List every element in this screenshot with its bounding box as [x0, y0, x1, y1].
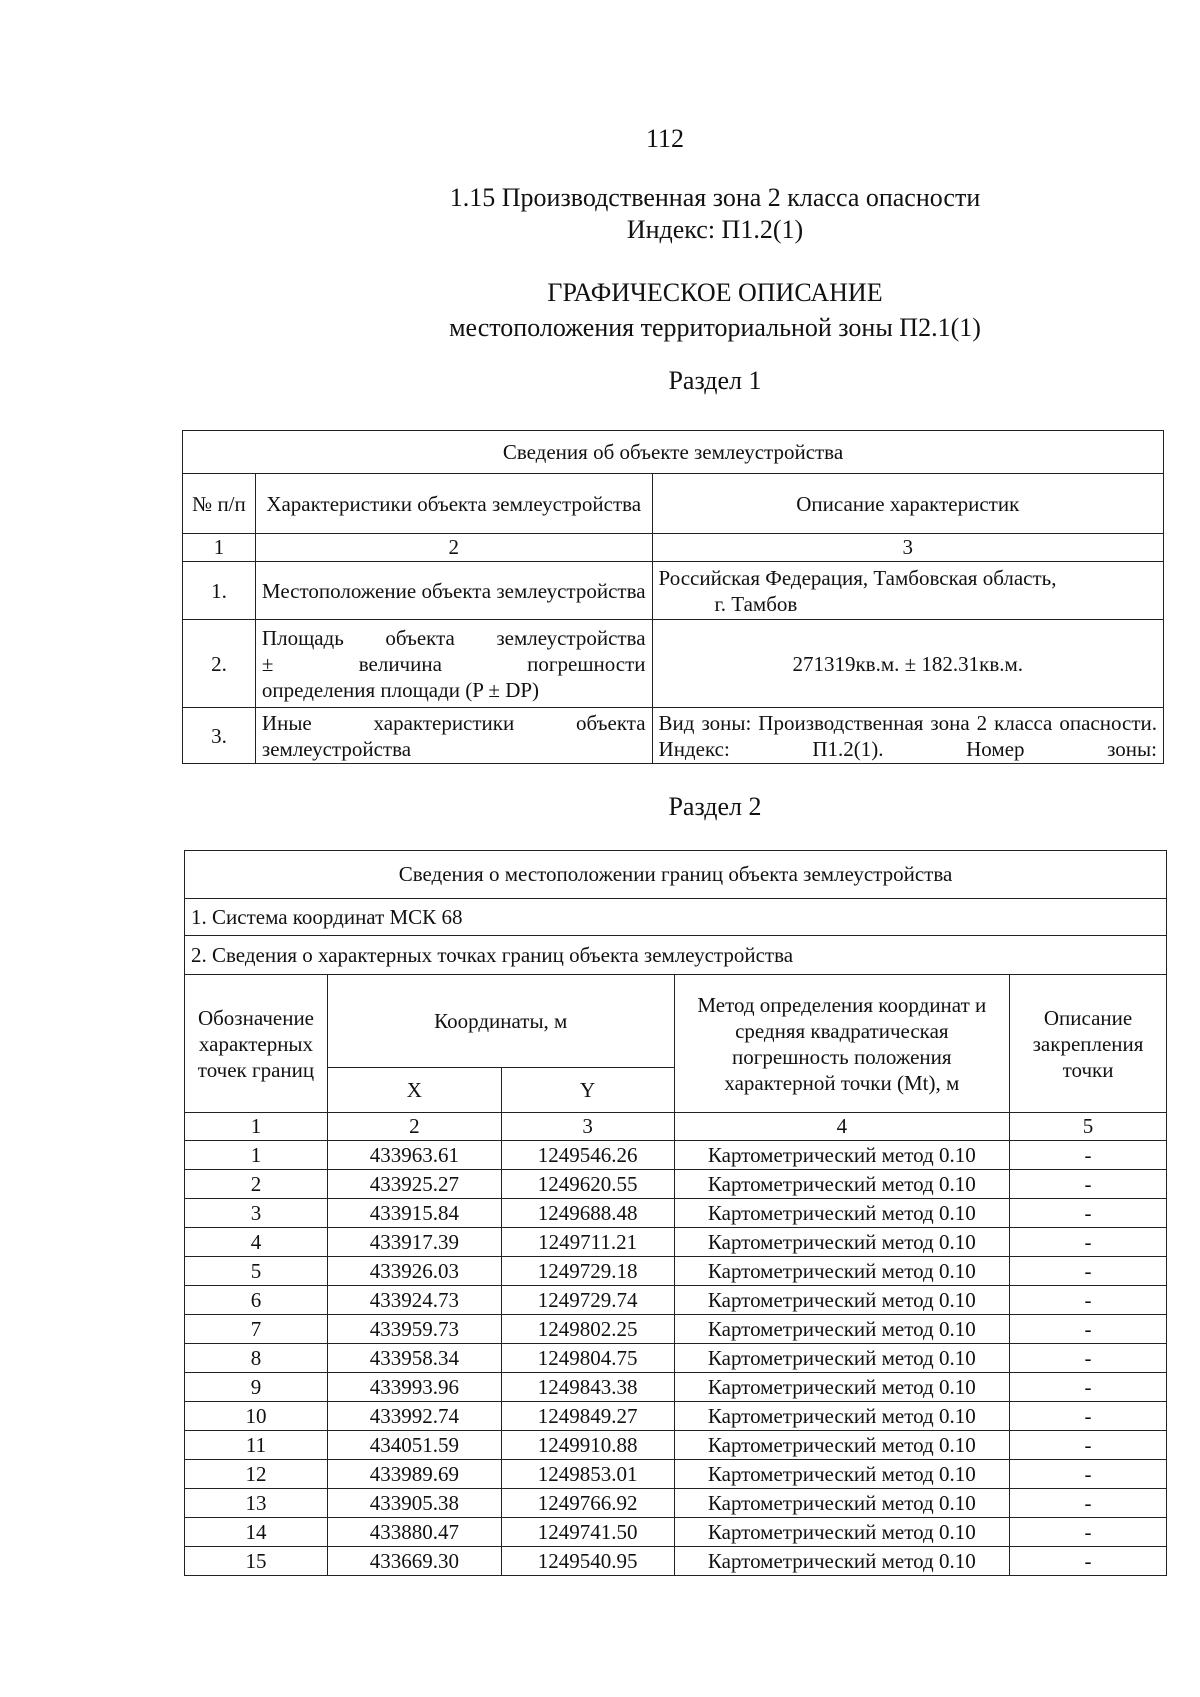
characteristic-line: Площадь объекта землеустройства [261, 625, 646, 650]
point-x: 433905.38 [327, 1489, 501, 1518]
points-body [185, 1141, 1167, 1576]
row-characteristic: Иные характеристики объекта землеустройства [255, 708, 652, 764]
header-y: Y [501, 1068, 674, 1113]
point-number: 8 [185, 1344, 328, 1373]
table-row [185, 1402, 1167, 1431]
row-description: 271319кв.м. ± 182.31кв.м. [652, 620, 1163, 708]
row-num: 1. [183, 562, 256, 620]
point-y: 1249910.88 [501, 1431, 674, 1460]
col-number: 2 [255, 534, 652, 562]
point-fixing: - [1010, 1518, 1167, 1547]
point-method: Картометрический метод 0.10 [674, 1402, 1010, 1431]
col-number: 1 [183, 534, 256, 562]
point-method: Картометрический метод 0.10 [674, 1141, 1010, 1170]
point-x: 433915.84 [327, 1199, 501, 1228]
row-description [652, 562, 1163, 620]
header-method: Метод определения координат и средняя квадратическая погрешность положения характерной точки (Mt), м [674, 975, 1010, 1113]
point-y: 1249843.38 [501, 1373, 674, 1402]
point-method: Картометрический метод 0.10 [674, 1460, 1010, 1489]
section2-title: Раздел 2 [668, 792, 762, 821]
point-y: 1249849.27 [501, 1402, 674, 1431]
point-number: 14 [185, 1518, 328, 1547]
page-number: 112 [645, 124, 685, 153]
point-y: 1249711.21 [501, 1228, 674, 1257]
point-fixing: - [1010, 1431, 1167, 1460]
point-x: 433925.27 [327, 1170, 501, 1199]
point-x: 433958.34 [327, 1344, 501, 1373]
point-y: 1249802.25 [501, 1315, 674, 1344]
point-y: 1249853.01 [501, 1460, 674, 1489]
col-number: 3 [501, 1113, 674, 1141]
zone-index: Индекс: П1.2(1) [626, 215, 804, 244]
header-fixing: Описание закрепления точки [1010, 975, 1167, 1113]
point-method: Картометрический метод 0.10 [674, 1518, 1010, 1547]
point-fixing: - [1010, 1286, 1167, 1315]
row-description: Вид зоны: Производственная зона 2 класса опасности. Индекс: П1.2(1). Номер зоны: [652, 708, 1163, 764]
point-fixing: - [1010, 1460, 1167, 1489]
point-x: 433959.73 [327, 1315, 501, 1344]
point-fixing: - [1010, 1402, 1167, 1431]
point-method: Картометрический метод 0.10 [674, 1431, 1010, 1460]
point-x: 433989.69 [327, 1460, 501, 1489]
point-fixing: - [1010, 1315, 1167, 1344]
point-y: 1249766.92 [501, 1489, 674, 1518]
point-number: 2 [185, 1170, 328, 1199]
points-title: 2. Сведения о характерных точках границ объекта землеустройства [185, 936, 1167, 975]
point-number: 3 [185, 1199, 328, 1228]
point-x: 433880.47 [327, 1518, 501, 1547]
characteristic-line: определения площади (P ± DP) [261, 677, 540, 702]
point-method: Картометрический метод 0.10 [674, 1257, 1010, 1286]
point-y: 1249688.48 [501, 1199, 674, 1228]
header-x: X [327, 1068, 501, 1113]
point-number: 6 [185, 1286, 328, 1315]
col-number: 1 [185, 1113, 328, 1141]
characteristic-line: ± величина погрешности [261, 651, 646, 676]
point-fixing: - [1010, 1257, 1167, 1286]
header-description: Описание характеристик [652, 474, 1163, 534]
point-number: 12 [185, 1460, 328, 1489]
point-x: 434051.59 [327, 1431, 501, 1460]
point-fixing: - [1010, 1199, 1167, 1228]
table-row [185, 1315, 1167, 1344]
table-row [185, 1431, 1167, 1460]
point-fixing: - [1010, 1344, 1167, 1373]
description-line: г. Тамбов [714, 591, 798, 616]
table-row [185, 1286, 1167, 1315]
table-row [185, 1460, 1167, 1489]
table-row [185, 1489, 1167, 1518]
location-subtitle: местоположения территориальной зоны П2.1(1) [449, 313, 981, 342]
point-number: 4 [185, 1228, 328, 1257]
point-method: Картометрический метод 0.10 [674, 1547, 1010, 1576]
point-method: Картометрический метод 0.10 [674, 1199, 1010, 1228]
section1-table [182, 430, 1164, 764]
table-row [185, 1518, 1167, 1547]
table-row [185, 1344, 1167, 1373]
description-line: Российская Федерация, Тамбовская область, [658, 565, 1057, 590]
point-method: Картометрический метод 0.10 [674, 1170, 1010, 1199]
table-row [185, 1170, 1167, 1199]
point-method: Картометрический метод 0.10 [674, 1344, 1010, 1373]
point-fixing: - [1010, 1141, 1167, 1170]
header-designation: Обозначение характерных точек границ [185, 975, 328, 1113]
col-number: 3 [652, 534, 1163, 562]
point-number: 13 [185, 1489, 328, 1518]
point-fixing: - [1010, 1228, 1167, 1257]
point-y: 1249546.26 [501, 1141, 674, 1170]
point-x: 433924.73 [327, 1286, 501, 1315]
section1-title: Раздел 1 [668, 366, 762, 395]
graphic-description-title: ГРАФИЧЕСКОЕ ОПИСАНИЕ [547, 278, 883, 307]
table-row [185, 1257, 1167, 1286]
point-y: 1249729.74 [501, 1286, 674, 1315]
section2-table [184, 850, 1167, 1576]
col-number: 5 [1010, 1113, 1167, 1141]
table-row [185, 1228, 1167, 1257]
point-x: 433992.74 [327, 1402, 501, 1431]
point-fixing: - [1010, 1489, 1167, 1518]
row-num: 2. [183, 620, 256, 708]
point-y: 1249804.75 [501, 1344, 674, 1373]
point-method: Картометрический метод 0.10 [674, 1315, 1010, 1344]
row-characteristic: Местоположение объекта землеустройства [255, 562, 652, 620]
section1-table-title: Сведения об объекте землеустройства [183, 431, 1164, 474]
row-characteristic [255, 620, 652, 708]
col-number: 2 [327, 1113, 501, 1141]
point-x: 433963.61 [327, 1141, 501, 1170]
point-fixing: - [1010, 1547, 1167, 1576]
point-number: 1 [185, 1141, 328, 1170]
header-characteristic: Характеристики объекта землеустройства [255, 474, 652, 534]
coordinate-system: 1. Система координат МСК 68 [185, 899, 1167, 936]
col-number: 4 [674, 1113, 1010, 1141]
point-fixing: - [1010, 1170, 1167, 1199]
point-method: Картометрический метод 0.10 [674, 1489, 1010, 1518]
point-number: 5 [185, 1257, 328, 1286]
point-method: Картометрический метод 0.10 [674, 1373, 1010, 1402]
point-x: 433669.30 [327, 1547, 501, 1576]
table-row [185, 1141, 1167, 1170]
point-x: 433917.39 [327, 1228, 501, 1257]
point-x: 433926.03 [327, 1257, 501, 1286]
point-number: 10 [185, 1402, 328, 1431]
point-number: 9 [185, 1373, 328, 1402]
header-num: № п/п [183, 474, 256, 534]
point-x: 433993.96 [327, 1373, 501, 1402]
point-y: 1249741.50 [501, 1518, 674, 1547]
table-row [185, 1373, 1167, 1402]
row-num: 3. [183, 708, 256, 764]
table-row [185, 1547, 1167, 1576]
point-y: 1249620.55 [501, 1170, 674, 1199]
point-method: Картометрический метод 0.10 [674, 1228, 1010, 1257]
zone-title: 1.15 Производственная зона 2 класса опасности [449, 183, 981, 212]
section2-table-title: Сведения о местоположении границ объекта землеустройства [185, 851, 1167, 899]
point-number: 7 [185, 1315, 328, 1344]
point-method: Картометрический метод 0.10 [674, 1286, 1010, 1315]
header-coordinates: Координаты, м [327, 975, 674, 1068]
point-number: 15 [185, 1547, 328, 1576]
point-number: 11 [185, 1431, 328, 1460]
point-y: 1249540.95 [501, 1547, 674, 1576]
point-fixing: - [1010, 1373, 1167, 1402]
table-row [185, 1199, 1167, 1228]
point-y: 1249729.18 [501, 1257, 674, 1286]
